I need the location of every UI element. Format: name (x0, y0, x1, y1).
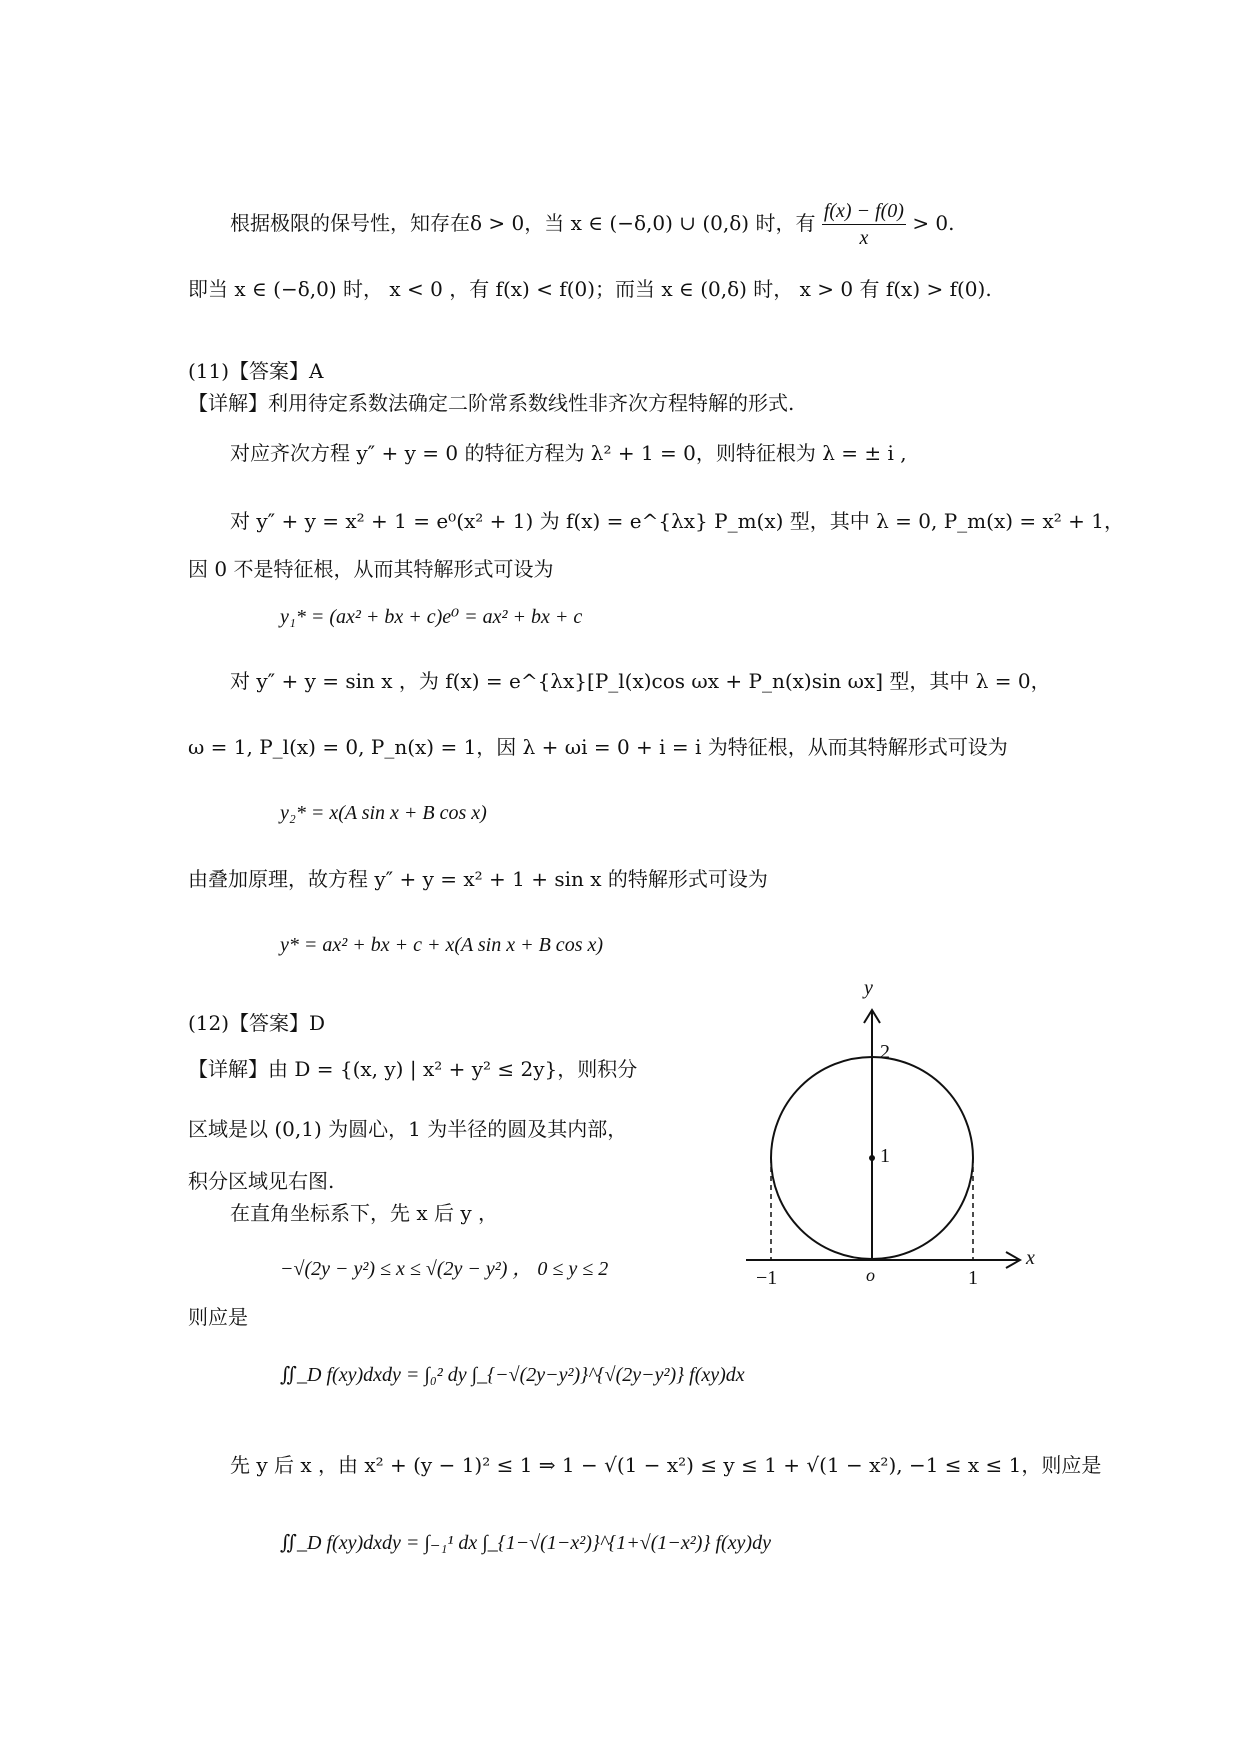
q11-equation-1: y₁* = (ax² + bx + c)e⁰ = ax² + bx + c (280, 606, 583, 628)
q12-para-4: 则应是 (188, 1305, 248, 1329)
q11-equation-2: y₂* = x(A sin x + B cos x) (280, 802, 487, 824)
q11-para-6: 由叠加原理，故方程 y″ + y = x² + 1 + sin x 的特解形式可设为 (188, 867, 768, 891)
q11-para-2: 对 y″ + y = x² + 1 = e⁰(x² + 1) 为 f(x) = e^{λx} P_m(x) 型，其中 λ = 0, P_m(x) = x² + 1， (230, 509, 1125, 533)
q12-equation-1: −√(2y − y²) ≤ x ≤ √(2y − y²) ， 0 ≤ y ≤ 2 (280, 1258, 609, 1280)
origin-label: o (866, 1265, 875, 1285)
q12-para-5: 先 y 后 x ，由 x² + (y − 1)² ≤ 1 ⇒ 1 − √(1 − x²) ≤ y ≤ 1 + √(1 − x²), −1 ≤ x ≤ 1，则应是 (230, 1453, 1102, 1477)
q12-equation-2: ∬_D f(xy)dxdy = ∫₀² dy ∫_{−√(2y−y²)}^{√(2y−y²)} f(xy)dx (280, 1364, 745, 1386)
integration-region-figure (730, 965, 1060, 1299)
statement-end: > 0. (912, 211, 955, 235)
q11-para-3: 因 0 不是特征根，从而其特解形式可设为 (188, 557, 554, 581)
q11-para-5: ω = 1, P_l(x) = 0, P_n(x) = 1，因 λ + ωi = 0 + i = i 为特征根，从而其特解形式可设为 (188, 735, 1008, 759)
circle-region-diagram (730, 965, 1060, 1295)
q12-equation-3: ∬_D f(xy)dxdy = ∫₋₁¹ dx ∫_{1−√(1−x²)}^{1+√(1−x²)} f(xy)dy (280, 1532, 771, 1554)
q11-para-1: 对应齐次方程 y″ + y = 0 的特征方程为 λ² + 1 = 0，则特征根为 λ = ± i , (230, 441, 907, 465)
statement-text: 根据极限的保号性，知存在δ > 0，当 x ∈ (−δ,0) ∪ (0,δ) 时，有 (230, 211, 816, 235)
q12-heading: (12)【答案】D (188, 1011, 326, 1035)
fraction-numerator: f(x) − f(0) (822, 198, 906, 225)
q12-para-3: 在直角坐标系下，先 x 后 y ， (230, 1201, 499, 1225)
q12-para-2: 积分区域见右图. (188, 1169, 335, 1193)
q11-equation-3: y* = ax² + bx + c + x(A sin x + B cos x) (280, 934, 604, 956)
x-tick-pos1: 1 (968, 1267, 978, 1289)
y-tick-2: 2 (880, 1041, 890, 1063)
x-axis-label: x (1026, 1247, 1035, 1269)
q11-para-4: 对 y″ + y = sin x ，为 f(x) = e^{λx}[P_l(x)cos ωx + P_n(x)sin ωx] 型，其中 λ = 0， (230, 669, 1051, 693)
q12-para-1: 区域是以 (0,1) 为圆心，1 为半径的圆及其内部， (188, 1117, 628, 1141)
q11-heading: (11)【答案】A (188, 359, 324, 383)
center-label: 1 (880, 1145, 890, 1167)
y-axis-label: y (864, 977, 873, 999)
fraction (822, 198, 906, 251)
sign-preserving-statement (230, 198, 955, 251)
fraction-denominator: x (859, 227, 869, 249)
x-tick-neg1: −1 (756, 1267, 778, 1289)
q11-detail: 【详解】利用待定系数法确定二阶常系数线性非齐次方程特解的形式. (188, 391, 795, 415)
conclusion-line: 即当 x ∈ (−δ,0) 时， x < 0 ，有 f(x) < f(0)；而当 x ∈ (0,δ) 时， x > 0 有 f(x) > f(0). (188, 277, 992, 301)
q12-detail: 【详解】由 D = {(x, y) | x² + y² ≤ 2y}，则积分 (188, 1057, 638, 1081)
